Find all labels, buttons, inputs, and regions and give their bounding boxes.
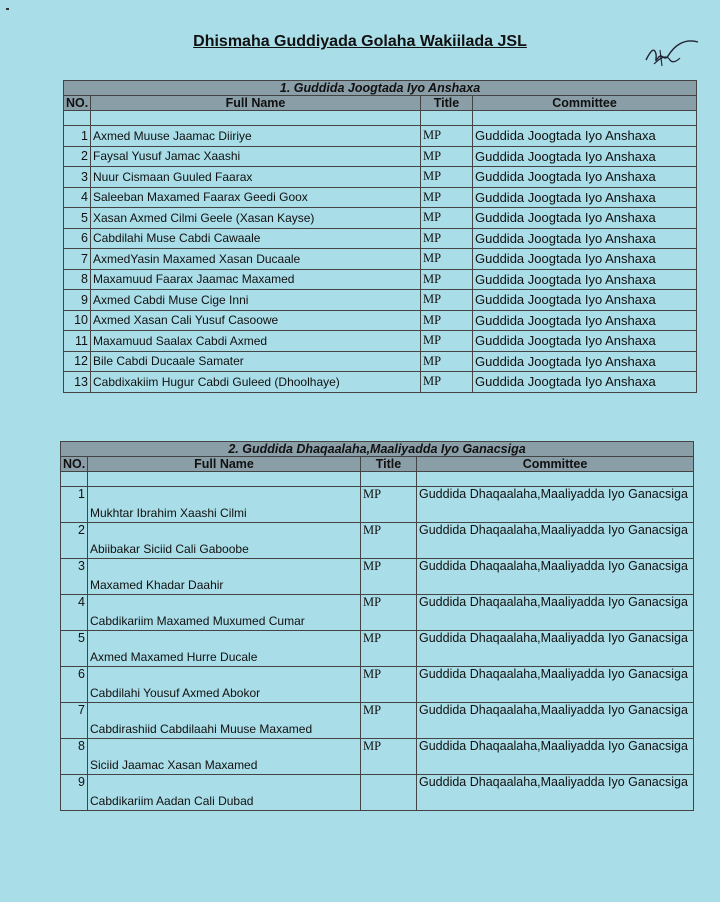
table-row bbox=[64, 269, 697, 290]
section2-heading: 2. Guddida Dhaqaalaha,Maaliyadda Iyo Ganacsiga bbox=[61, 442, 694, 457]
col-committee-header: Committee bbox=[473, 96, 697, 111]
member-committee: Guddida Joogtada Iyo Anshaxa bbox=[473, 310, 697, 331]
member-name: Axmed Muuse Jaamac Diiriye bbox=[91, 126, 421, 147]
row-number: 5 bbox=[61, 631, 88, 667]
row-number: 6 bbox=[61, 667, 88, 703]
row-number: 2 bbox=[61, 523, 88, 559]
member-title: MP bbox=[421, 208, 473, 229]
col-title-header: Title bbox=[421, 96, 473, 111]
member-title bbox=[361, 775, 417, 811]
section-heading-row bbox=[64, 81, 697, 96]
member-name: Nuur Cismaan Guuled Faarax bbox=[91, 167, 421, 188]
member-committee: Guddida Joogtada Iyo Anshaxa bbox=[473, 372, 697, 393]
member-title: MP bbox=[421, 146, 473, 167]
member-committee: Guddida Dhaqaalaha,Maaliyadda Iyo Ganacsiga bbox=[417, 775, 694, 811]
blank-row bbox=[64, 111, 697, 126]
member-committee: Guddida Joogtada Iyo Anshaxa bbox=[473, 351, 697, 372]
table-row bbox=[64, 228, 697, 249]
member-committee: Guddida Joogtada Iyo Anshaxa bbox=[473, 290, 697, 311]
row-number: 13 bbox=[64, 372, 91, 393]
member-committee: Guddida Joogtada Iyo Anshaxa bbox=[473, 208, 697, 229]
member-name: Cabdilahi Yousuf Axmed Abokor bbox=[88, 667, 361, 703]
table-header-row bbox=[64, 96, 697, 111]
row-number: 8 bbox=[64, 269, 91, 290]
col-name-header: Full Name bbox=[91, 96, 421, 111]
section2-table bbox=[60, 441, 694, 811]
member-committee: Guddida Joogtada Iyo Anshaxa bbox=[473, 331, 697, 352]
member-name: Xasan Axmed Cilmi Geele (Xasan Kayse) bbox=[91, 208, 421, 229]
row-number: 2 bbox=[64, 146, 91, 167]
member-committee: Guddida Dhaqaalaha,Maaliyadda Iyo Ganacsiga bbox=[417, 739, 694, 775]
table-row bbox=[61, 631, 694, 667]
member-title: MP bbox=[421, 269, 473, 290]
row-number: 3 bbox=[61, 559, 88, 595]
table-row bbox=[64, 249, 697, 270]
row-number: 7 bbox=[64, 249, 91, 270]
col-no-header: NO. bbox=[61, 457, 88, 472]
member-name: Maxamuud Faarax Jaamac Maxamed bbox=[91, 269, 421, 290]
col-name-header: Full Name bbox=[88, 457, 361, 472]
table-row bbox=[61, 487, 694, 523]
table-row bbox=[64, 208, 697, 229]
row-number: 9 bbox=[61, 775, 88, 811]
row-number: 4 bbox=[64, 187, 91, 208]
section2-rows bbox=[61, 487, 694, 811]
member-title: MP bbox=[421, 167, 473, 188]
table-row bbox=[61, 703, 694, 739]
member-name: Axmed Xasan Cali Yusuf Casoowe bbox=[91, 310, 421, 331]
member-title: MP bbox=[421, 372, 473, 393]
col-committee-header: Committee bbox=[417, 457, 694, 472]
row-number: 7 bbox=[61, 703, 88, 739]
member-name: Cabdilahi Muse Cabdi Cawaale bbox=[91, 228, 421, 249]
row-number: 4 bbox=[61, 595, 88, 631]
member-committee: Guddida Dhaqaalaha,Maaliyadda Iyo Ganacsiga bbox=[417, 631, 694, 667]
row-number: 11 bbox=[64, 331, 91, 352]
member-title: MP bbox=[361, 523, 417, 559]
member-committee: Guddida Dhaqaalaha,Maaliyadda Iyo Ganacsiga bbox=[417, 487, 694, 523]
table-row bbox=[64, 187, 697, 208]
member-title: MP bbox=[361, 487, 417, 523]
table-row bbox=[61, 739, 694, 775]
table-row bbox=[61, 667, 694, 703]
table-row bbox=[64, 290, 697, 311]
row-number: 6 bbox=[64, 228, 91, 249]
member-title: MP bbox=[421, 126, 473, 147]
table-row bbox=[61, 775, 694, 811]
member-title: MP bbox=[361, 703, 417, 739]
row-number: 1 bbox=[61, 487, 88, 523]
row-number: 3 bbox=[64, 167, 91, 188]
page-title: Dhismaha Guddiyada Golaha Wakiilada JSL bbox=[193, 33, 527, 50]
member-committee: Guddida Joogtada Iyo Anshaxa bbox=[473, 249, 697, 270]
blank-row bbox=[61, 472, 694, 487]
row-number: 5 bbox=[64, 208, 91, 229]
row-number: 9 bbox=[64, 290, 91, 311]
table-row bbox=[64, 146, 697, 167]
table-row bbox=[64, 126, 697, 147]
table-row bbox=[64, 351, 697, 372]
table-row bbox=[64, 372, 697, 393]
table-row bbox=[61, 523, 694, 559]
member-committee: Guddida Dhaqaalaha,Maaliyadda Iyo Ganacsiga bbox=[417, 703, 694, 739]
member-title: MP bbox=[421, 290, 473, 311]
member-title: MP bbox=[361, 631, 417, 667]
member-committee: Guddida Joogtada Iyo Anshaxa bbox=[473, 167, 697, 188]
member-title: MP bbox=[421, 228, 473, 249]
member-title: MP bbox=[421, 351, 473, 372]
member-title: MP bbox=[421, 310, 473, 331]
col-no-header: NO. bbox=[64, 96, 91, 111]
member-name: Cabdikariim Maxamed Muxumed Cumar bbox=[88, 595, 361, 631]
member-committee: Guddida Joogtada Iyo Anshaxa bbox=[473, 228, 697, 249]
member-name: Siciid Jaamac Xasan Maxamed bbox=[88, 739, 361, 775]
member-name: AxmedYasin Maxamed Xasan Ducaale bbox=[91, 249, 421, 270]
table-row bbox=[61, 559, 694, 595]
member-committee: Guddida Joogtada Iyo Anshaxa bbox=[473, 187, 697, 208]
handwritten-signature bbox=[640, 32, 704, 72]
member-committee: Guddida Joogtada Iyo Anshaxa bbox=[473, 146, 697, 167]
section-heading-row bbox=[61, 442, 694, 457]
member-name: Cabdixakiim Hugur Cabdi Guleed (Dhoolhaye) bbox=[91, 372, 421, 393]
col-title-header: Title bbox=[361, 457, 417, 472]
member-title: MP bbox=[421, 249, 473, 270]
section1-heading: 1. Guddida Joogtada Iyo Anshaxa bbox=[64, 81, 697, 96]
member-name: Cabdikariim Aadan Cali Dubad bbox=[88, 775, 361, 811]
section1-rows bbox=[64, 126, 697, 393]
member-name: Faysal Yusuf Jamac Xaashi bbox=[91, 146, 421, 167]
member-committee: Guddida Dhaqaalaha,Maaliyadda Iyo Ganacsiga bbox=[417, 523, 694, 559]
member-title: MP bbox=[421, 187, 473, 208]
member-title: MP bbox=[361, 667, 417, 703]
member-title: MP bbox=[361, 739, 417, 775]
member-committee: Guddida Joogtada Iyo Anshaxa bbox=[473, 269, 697, 290]
member-name: Abiibakar Siciid Cali Gaboobe bbox=[88, 523, 361, 559]
member-name: Axmed Cabdi Muse Cige Inni bbox=[91, 290, 421, 311]
row-number: 12 bbox=[64, 351, 91, 372]
table-header-row bbox=[61, 457, 694, 472]
member-name: Saleeban Maxamed Faarax Geedi Goox bbox=[91, 187, 421, 208]
member-title: MP bbox=[361, 559, 417, 595]
member-name: Mukhtar Ibrahim Xaashi Cilmi bbox=[88, 487, 361, 523]
table-row bbox=[64, 331, 697, 352]
member-committee: Guddida Dhaqaalaha,Maaliyadda Iyo Ganacsiga bbox=[417, 595, 694, 631]
row-number: 8 bbox=[61, 739, 88, 775]
member-name: Bile Cabdi Ducaale Samater bbox=[91, 351, 421, 372]
member-title: MP bbox=[421, 331, 473, 352]
member-name: Maxamuud Saalax Cabdi Axmed bbox=[91, 331, 421, 352]
section1-table bbox=[63, 80, 697, 393]
row-number: 1 bbox=[64, 126, 91, 147]
member-committee: Guddida Joogtada Iyo Anshaxa bbox=[473, 126, 697, 147]
member-title: MP bbox=[361, 595, 417, 631]
table-row bbox=[61, 595, 694, 631]
member-name: Cabdirashiid Cabdilaahi Muuse Maxamed bbox=[88, 703, 361, 739]
member-committee: Guddida Dhaqaalaha,Maaliyadda Iyo Ganacsiga bbox=[417, 667, 694, 703]
scan-mark bbox=[6, 8, 9, 10]
member-committee: Guddida Dhaqaalaha,Maaliyadda Iyo Ganacsiga bbox=[417, 559, 694, 595]
row-number: 10 bbox=[64, 310, 91, 331]
table-row bbox=[64, 167, 697, 188]
table-row bbox=[64, 310, 697, 331]
member-name: Axmed Maxamed Hurre Ducale bbox=[88, 631, 361, 667]
member-name: Maxamed Khadar Daahir bbox=[88, 559, 361, 595]
